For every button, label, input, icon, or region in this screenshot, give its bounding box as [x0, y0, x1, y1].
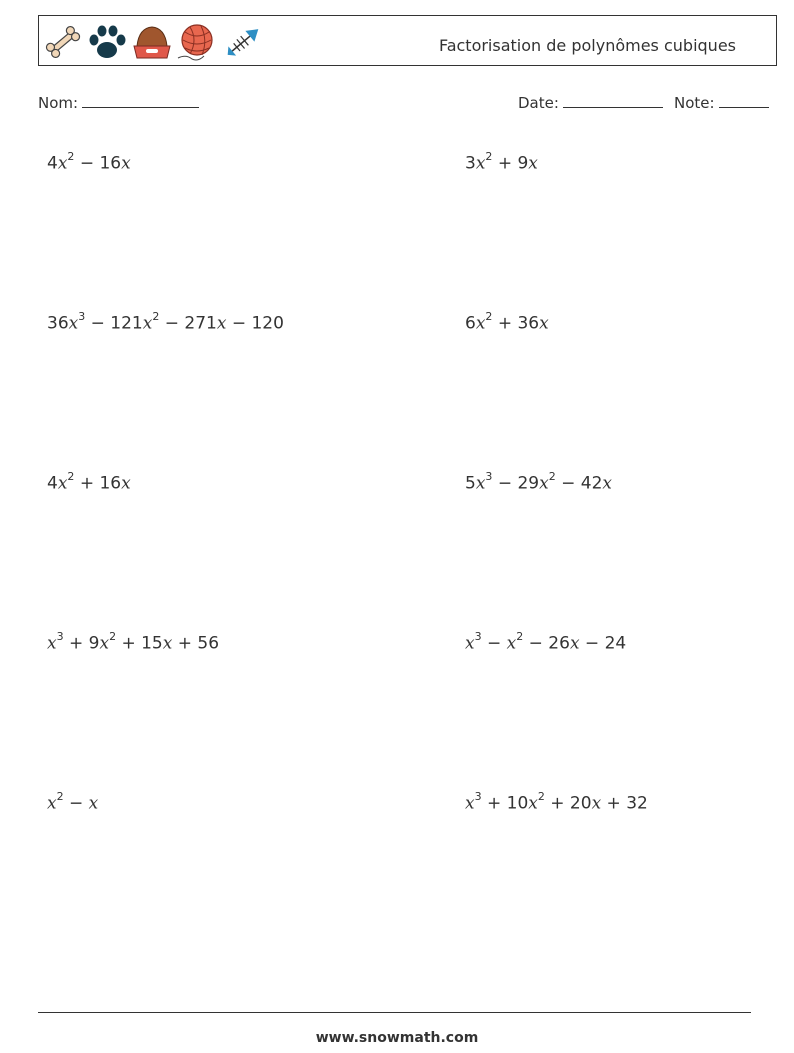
paw-icon	[86, 22, 128, 62]
pet-bowl-icon	[131, 22, 173, 62]
problem-5: $4x^2 + 16x$	[47, 470, 131, 494]
grade-blank[interactable]	[719, 93, 769, 108]
problem-9: $x^2 - x$	[47, 790, 99, 814]
footer-divider	[38, 1012, 751, 1013]
footer-site[interactable]: www.snowmath.com	[315, 1030, 479, 1046]
fish-bone-icon	[221, 22, 265, 62]
header-box	[38, 15, 777, 66]
problem-6: $5x^3 - 29x^2 - 42x$	[465, 470, 612, 494]
name-field[interactable]	[38, 93, 199, 112]
problem-7: $x^3 + 9x^2 + 15x + 56$	[47, 630, 220, 654]
grade-label: Note:	[674, 94, 715, 112]
icon-strip	[43, 20, 265, 64]
name-label: Nom:	[38, 94, 79, 112]
problem-3: $36x^3 - 121x^2 - 271x - 120$	[47, 310, 284, 334]
date-blank[interactable]	[563, 93, 663, 108]
name-blank[interactable]	[82, 93, 199, 108]
bone-icon	[43, 22, 83, 62]
date-label: Date:	[518, 94, 559, 112]
grade-field[interactable]	[674, 93, 769, 112]
problem-1: $4x^2 - 16x$	[47, 150, 131, 174]
problem-8: $x^3 - x^2 - 26x - 24$	[465, 630, 627, 654]
page-title: Factorisation de polynômes cubiques	[438, 36, 736, 55]
yarn-ball-icon	[176, 22, 218, 62]
date-field[interactable]	[518, 93, 663, 112]
problem-4: $6x^2 + 36x$	[465, 310, 549, 334]
problem-2: $3x^2 + 9x$	[465, 150, 538, 174]
problem-10: $x^3 + 10x^2 + 20x + 32$	[465, 790, 648, 814]
